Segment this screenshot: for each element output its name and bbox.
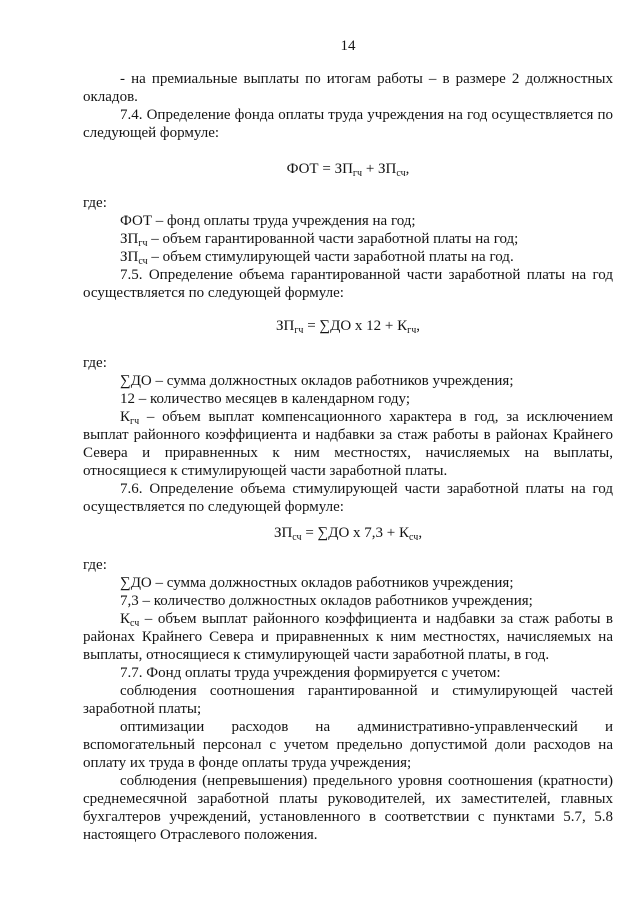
formula-zpsch	[83, 524, 613, 542]
formula-fot-plus: +	[362, 161, 379, 177]
definition-zpgch	[83, 230, 613, 248]
paragraph-7-4: 7.4. Определение фонда оплаты труда учреждения на год осуществляется по следующей формуле:	[83, 107, 613, 141]
formula-fot-term-b-sub: сч	[396, 168, 406, 179]
paragraph-7-5: 7.5. Определение объема гарантированной части заработной платы на год осуществляется по следующей формуле:	[83, 267, 613, 301]
definition-zpsch-sub: сч	[138, 256, 148, 267]
definition-zpgch-text: – объем гарантированной части заработной платы на год;	[147, 231, 519, 247]
formula-zpgch-k: К	[397, 318, 408, 334]
document-body	[83, 70, 613, 844]
page-number: 14	[340, 38, 356, 54]
definition-sum-do-2: ∑ДО – сумма должностных окладов работников учреждения;	[120, 575, 514, 591]
definition-kgch-text: – объем выплат компенсационного характера в год, за исключением выплат районного коэффициента и надбавки за стаж работы в районах Крайнего Севера и приравненных к ним местностях, начисляемых на выплаты, относящиеся к стимулирующей части заработной платы.	[83, 409, 613, 479]
condition-ratio: соблюдения соотношения гарантированной и стимулирующей частей заработной платы;	[83, 683, 613, 717]
definition-sum-do-1: ∑ДО – сумма должностных окладов работников учреждения;	[120, 373, 514, 389]
definition-ksch-text: – объем выплат районного коэффициента и надбавки за стаж работы в районах Крайнего Севера и приравненных к ним местностях, начисляемых на выплаты, относящиеся к стимулирующей части заработной платы, в год.	[83, 611, 613, 663]
formula-zpgch-end: ,	[416, 318, 421, 334]
definition-zpsch	[83, 248, 613, 266]
definition-kgch	[83, 408, 613, 480]
definition-12: 12 – количество месяцев в календарном году;	[120, 391, 411, 407]
where-label-3: где:	[83, 557, 107, 573]
condition-optimization: оптимизации расходов на административно-управленческий и вспомогательный персонал с учетом предельно допустимой доли расходов на оплату их труда в фонде оплаты труда учреждения;	[83, 719, 613, 771]
where-label-1: где:	[83, 195, 107, 211]
definition-ksch-sub: сч	[130, 618, 140, 629]
paragraph-premium: - на премиальные выплаты по итогам работы – в размере 2 должностных окладов.	[83, 71, 613, 105]
paragraph-7-7: 7.7. Фонд оплаты труда учреждения формируется с учетом:	[120, 665, 501, 681]
definition-kgch-sub: гч	[130, 416, 140, 427]
formula-fot-lhs: ФОТ	[286, 161, 319, 177]
formula-fot-term-a-sub: гч	[352, 168, 363, 179]
formula-zpsch-lhs: ЗП	[273, 525, 293, 541]
definition-zpgch-sub: гч	[138, 238, 148, 249]
formula-zpsch-lhs-sub: сч	[292, 532, 302, 543]
paragraph-7-6: 7.6. Определение объема стимулирующей части заработной платы на год осуществляется по следующей формуле:	[83, 481, 613, 515]
definition-zpsch-symbol: ЗП	[120, 249, 139, 265]
condition-salary-ratio: соблюдения (непревышения) предельного уровня соотношения (кратности) среднемесячной заработной платы руководителей, их заместителей, главных бухгалтеров учреждений, установленного в соответствии с пунктами 5.7, 5.8 настоящего Отраслевого положения.	[83, 773, 613, 843]
formula-zpgch-lhs: ЗП	[275, 318, 295, 334]
formula-zpgch-sum: ∑ДО x 12 +	[319, 318, 398, 334]
formula-zpsch-eq: =	[301, 525, 318, 541]
formula-fot	[83, 160, 613, 178]
formula-fot-term-a: ЗП	[334, 161, 353, 177]
formula-fot-term-b: ЗП	[378, 161, 397, 177]
definition-ksch	[83, 610, 613, 664]
definition-ksch-symbol: К	[120, 611, 131, 627]
formula-zpgch	[83, 317, 613, 335]
definition-zpgch-symbol: ЗП	[120, 231, 139, 247]
formula-zpsch-sum: ∑ДО x 7,3 +	[317, 525, 400, 541]
where-label-2: где:	[83, 355, 107, 371]
definition-zpsch-text: – объем стимулирующей части заработной платы на год.	[147, 249, 514, 265]
formula-zpsch-end: ,	[418, 525, 423, 541]
formula-zpgch-lhs-sub: гч	[294, 325, 304, 336]
definition-fot: ФОТ – фонд оплаты труда учреждения на год;	[120, 213, 416, 229]
formula-fot-end: ,	[405, 161, 410, 177]
formula-zpsch-k: К	[399, 525, 410, 541]
formula-zpgch-eq: =	[303, 318, 320, 334]
formula-zpsch-k-sub: сч	[409, 532, 419, 543]
formula-zpgch-k-sub: гч	[407, 325, 417, 336]
definition-7-3: 7,3 – количество должностных окладов работников учреждения;	[120, 593, 533, 609]
definition-kgch-symbol: К	[120, 409, 131, 425]
formula-fot-eq: =	[318, 161, 335, 177]
